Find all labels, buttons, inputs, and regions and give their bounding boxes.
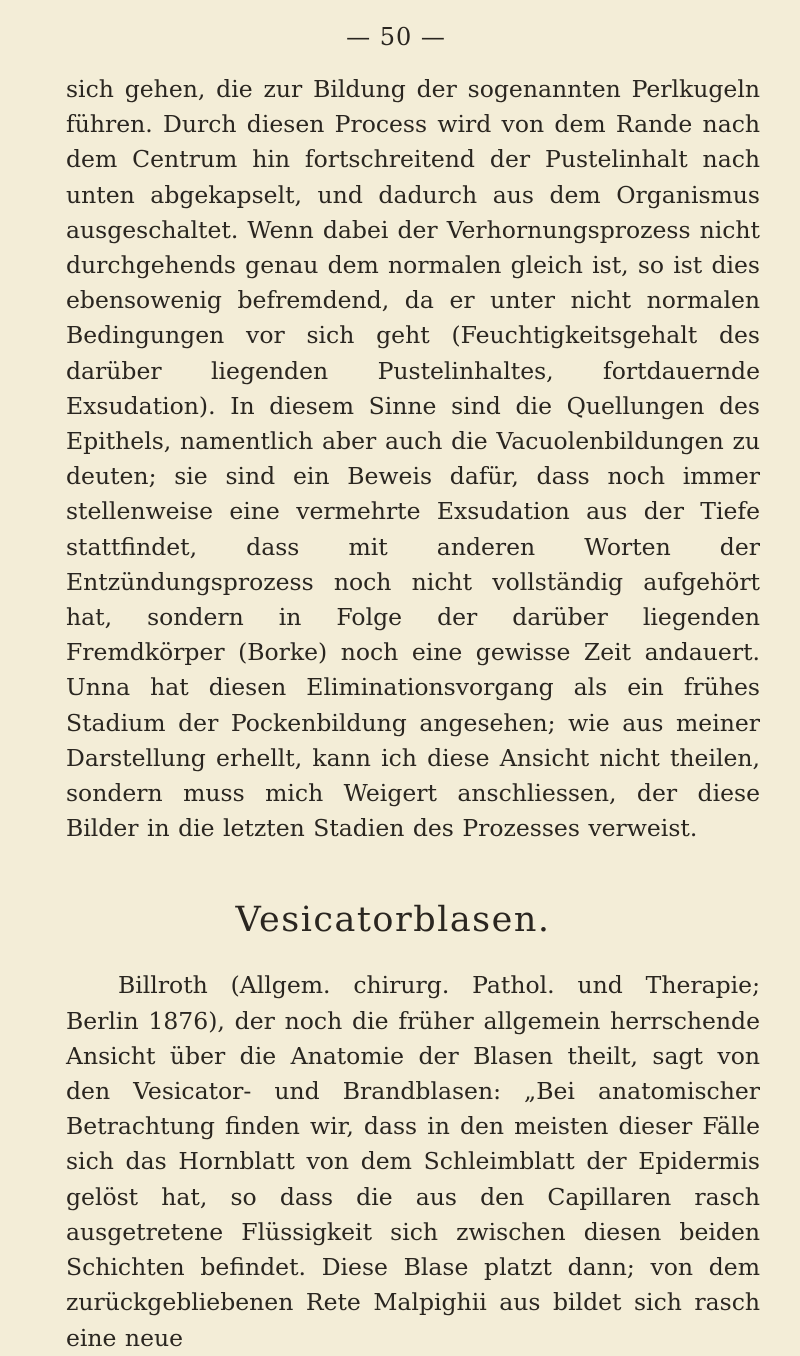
section-heading: Vesicatorblasen. xyxy=(235,900,551,941)
body-paragraph-2: Billroth (Allgem. chirurg. Pathol. und Therapie; Berlin 1876), der noch die früher allgemein herrschende Ansicht über die Anatomie der Blasen theilt, sagt von den Vesicator- und Brandblasen: „Bei anatomischer Betrachtung finden wir, dass in den meisten dieser Fälle sich das Hornblatt von dem Schleimblatt der Epidermis gelöst hat, so dass die aus den Capillaren rasch ausgetretene Flüssigkeit sich zwischen diesen beiden Schichten befindet. Diese Blase platzt dann; von dem zurückgebliebenen Rete Malpighii aus bildet sich rasch eine neue xyxy=(66,971,760,1352)
body-paragraph-1: sich gehen, die zur Bildung der sogenannten Perlkugeln führen. Durch diesen Process wird von dem Rande nach dem Centrum hin fortschreitend der Pustelinhalt nach unten abgekapselt, und dadurch aus dem Organismus ausgeschaltet. Wenn dabei der Verhornungsprozess nicht durchgehends genau dem normalen gleich ist, so ist dies ebensowenig befremdend, da er unter nicht normalen Bedingungen vor sich geht (Feuchtigkeitsgehalt des darüber liegenden Pustelinhaltes, fortdauernde Exsudation). In diesem Sinne sind die Quellungen des Epithels, namentlich aber auch die Vacuolenbildungen zu deuten; sie sind ein Beweis dafür, dass noch immer stellenweise eine vermehrte Exsudation aus der Tiefe stattfindet, dass mit anderen Worten der Entzündungsprozess noch nicht vollständig aufgehört hat, sondern in Folge der darüber liegenden Fremdkörper (Borke) noch eine gewisse Zeit andauert. Unna hat diesen Eliminationsvorgang als ein frühes Stadium der Pockenbildung angesehen; wie aus meiner Darstellung erhellt, kann ich diese Ansicht nicht theilen, sondern muss mich Weigert anschliessen, der diese Bilder in die letzten Stadien des Prozesses verweist. xyxy=(66,75,760,843)
page-number: — 50 — xyxy=(346,23,446,51)
